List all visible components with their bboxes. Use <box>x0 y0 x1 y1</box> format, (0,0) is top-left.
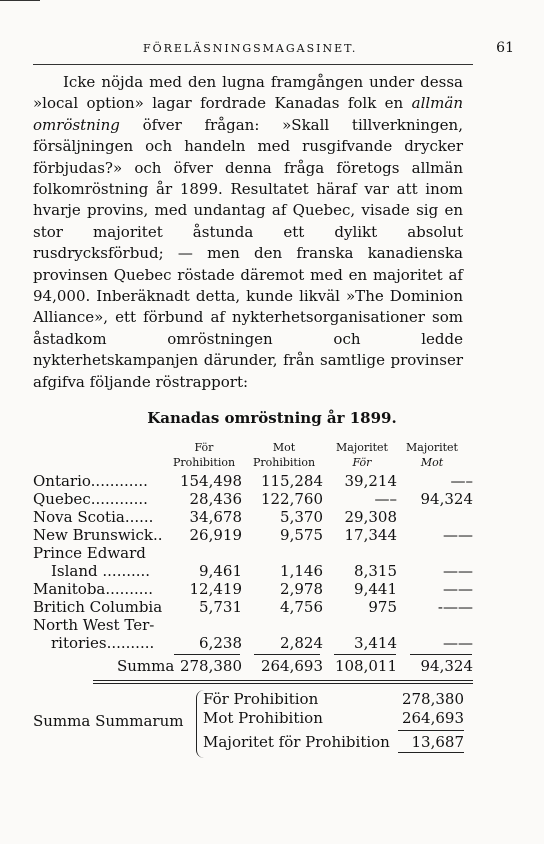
column-header-majority-mot <box>400 440 464 470</box>
province-name: Quebec............ <box>33 490 148 508</box>
cell-majority-for: 39,214 <box>344 472 397 490</box>
cell-majority-for: 9,441 <box>354 580 397 598</box>
cell-majority-for: 29,308 <box>344 508 397 526</box>
province-name: Britich Columbia <box>33 598 163 616</box>
province-name: New Brunswick.. <box>33 526 163 544</box>
column-header-line1: Majoritet <box>336 441 388 454</box>
cell-majority-for: 8,315 <box>354 562 397 580</box>
table-row <box>33 472 473 492</box>
table-bottom-rule <box>93 680 473 681</box>
cell-mot: 5,370 <box>280 508 323 526</box>
province-name: Manitoba.......... <box>33 580 154 598</box>
total-majority-mot: 94,324 <box>420 657 473 675</box>
paragraph-text-start: Icke nöjda med den lugna framgången under dessa »local option» lagar fordrade Kanadas folk en <box>33 73 463 113</box>
cell-majority-mot: 94,324 <box>420 490 473 508</box>
cell-mot: 115,284 <box>260 472 323 490</box>
cell-for: 5,731 <box>199 598 242 616</box>
page-number: 61 <box>496 40 514 56</box>
table-bottom-rule-double <box>93 683 473 684</box>
running-title: FÖRELÄSNINGSMAGASINET. <box>143 42 358 55</box>
paragraph-italic: allmän omröstning <box>33 94 463 134</box>
page-header <box>33 40 514 60</box>
province-name: Nova Scotia...... <box>33 508 154 526</box>
total-for: 278,380 <box>179 657 242 675</box>
total-label: Summa <box>117 657 175 675</box>
cell-for: 34,678 <box>189 508 242 526</box>
cell-majority-for: —– <box>374 490 397 508</box>
header-rule <box>33 64 473 65</box>
province-name: Prince Edward <box>33 544 146 562</box>
cell-majority-mot: -—— <box>437 598 473 616</box>
column-header-line1: Majoritet <box>406 441 458 454</box>
summary-item-label: Majoritet för Prohibition <box>203 733 390 751</box>
summary-item-label: Mot Prohibition <box>203 709 323 727</box>
column-header-line1: För <box>194 441 214 454</box>
table-title: Kanadas omröstning år 1899. <box>147 409 397 427</box>
summa-summarum-label: Summa Summarum <box>33 712 184 730</box>
cell-mot: 2,978 <box>280 580 323 598</box>
summary-item-value: 264,693 <box>401 709 464 727</box>
table-row <box>33 616 473 636</box>
sum-rule <box>410 654 472 655</box>
table-row <box>33 562 473 582</box>
column-header-line1: Mot <box>272 441 296 454</box>
summary-item-value: 13,687 <box>411 733 464 751</box>
cell-majority-mot: —– <box>450 472 473 490</box>
province-name: Ontario............ <box>33 472 148 490</box>
column-header-for <box>166 440 242 470</box>
sum-rule <box>334 654 396 655</box>
paragraph-text-end: öfver frågan: »Skall tillverkningen, försäljningen och handeln med rusgifvande drycker förbjudas?» och öfver denna fråga företogs allmän folkomröstning år 1899. Resultatet häraf var att inom hvarje provins, med undantag af Quebec, visade sig en stor majoritet åstunda ett dylikt absolut rusdrycksförbud; — men den franska kanadienska provinsen Quebec röstade däremot med en majoritet af 94,000. Inberäknadt detta, kunde likväl »The Dominion Alliance», ett förbund af nykterhetsorganisationer som åstadkom omröstningen och ledde nykterhetskampanjen därunder, från samtlige provinser afgifva följande röstrapport: <box>33 115 463 391</box>
table-row <box>33 580 473 600</box>
cell-majority-for: 17,344 <box>344 526 397 544</box>
sum-rule <box>254 654 320 655</box>
column-header-mot <box>246 440 322 470</box>
province-name: Island .......... <box>51 562 151 580</box>
sum-rule <box>174 654 240 655</box>
cell-for: 12,419 <box>189 580 242 598</box>
cell-majority-mot: —— <box>443 526 473 544</box>
summary-rule <box>398 730 464 731</box>
cell-mot: 122,760 <box>260 490 323 508</box>
cell-mot: 2,824 <box>280 634 323 652</box>
cell-for: 26,919 <box>189 526 242 544</box>
cell-majority-for: 975 <box>368 598 397 616</box>
body-paragraph <box>33 72 463 393</box>
cell-majority-for: 3,414 <box>354 634 397 652</box>
total-majority-for: 108,011 <box>334 657 397 675</box>
column-header-line2: Prohibition <box>172 456 236 469</box>
table-row <box>33 490 473 510</box>
cell-for: 28,436 <box>189 490 242 508</box>
cell-mot: 1,146 <box>280 562 323 580</box>
table-row <box>33 508 473 528</box>
cell-mot: 4,756 <box>280 598 323 616</box>
summary-item-value: 278,380 <box>401 690 464 708</box>
table-row <box>33 598 473 618</box>
table-row <box>33 634 473 654</box>
total-mot: 264,693 <box>260 657 323 675</box>
column-header-line2: För <box>352 456 372 469</box>
cell-for: 6,238 <box>199 634 242 652</box>
table-row <box>33 526 473 546</box>
column-header-majority-for <box>330 440 394 470</box>
cell-majority-mot: —— <box>443 634 473 652</box>
cell-mot: 9,575 <box>280 526 323 544</box>
table-total-row <box>33 657 473 677</box>
cell-for: 9,461 <box>199 562 242 580</box>
table-row <box>33 544 473 564</box>
cell-majority-mot: —— <box>443 562 473 580</box>
summary-bottom-rule <box>398 752 464 753</box>
cell-for: 154,498 <box>179 472 242 490</box>
summary-item-label: För Prohibition <box>203 690 319 708</box>
cell-majority-mot: —— <box>443 580 473 598</box>
province-name: North West Ter- <box>33 616 155 634</box>
column-header-line2: Mot <box>420 456 444 469</box>
province-name: ritories.......... <box>51 634 155 652</box>
corner-mark <box>0 0 40 1</box>
column-header-line2: Prohibition <box>252 456 316 469</box>
